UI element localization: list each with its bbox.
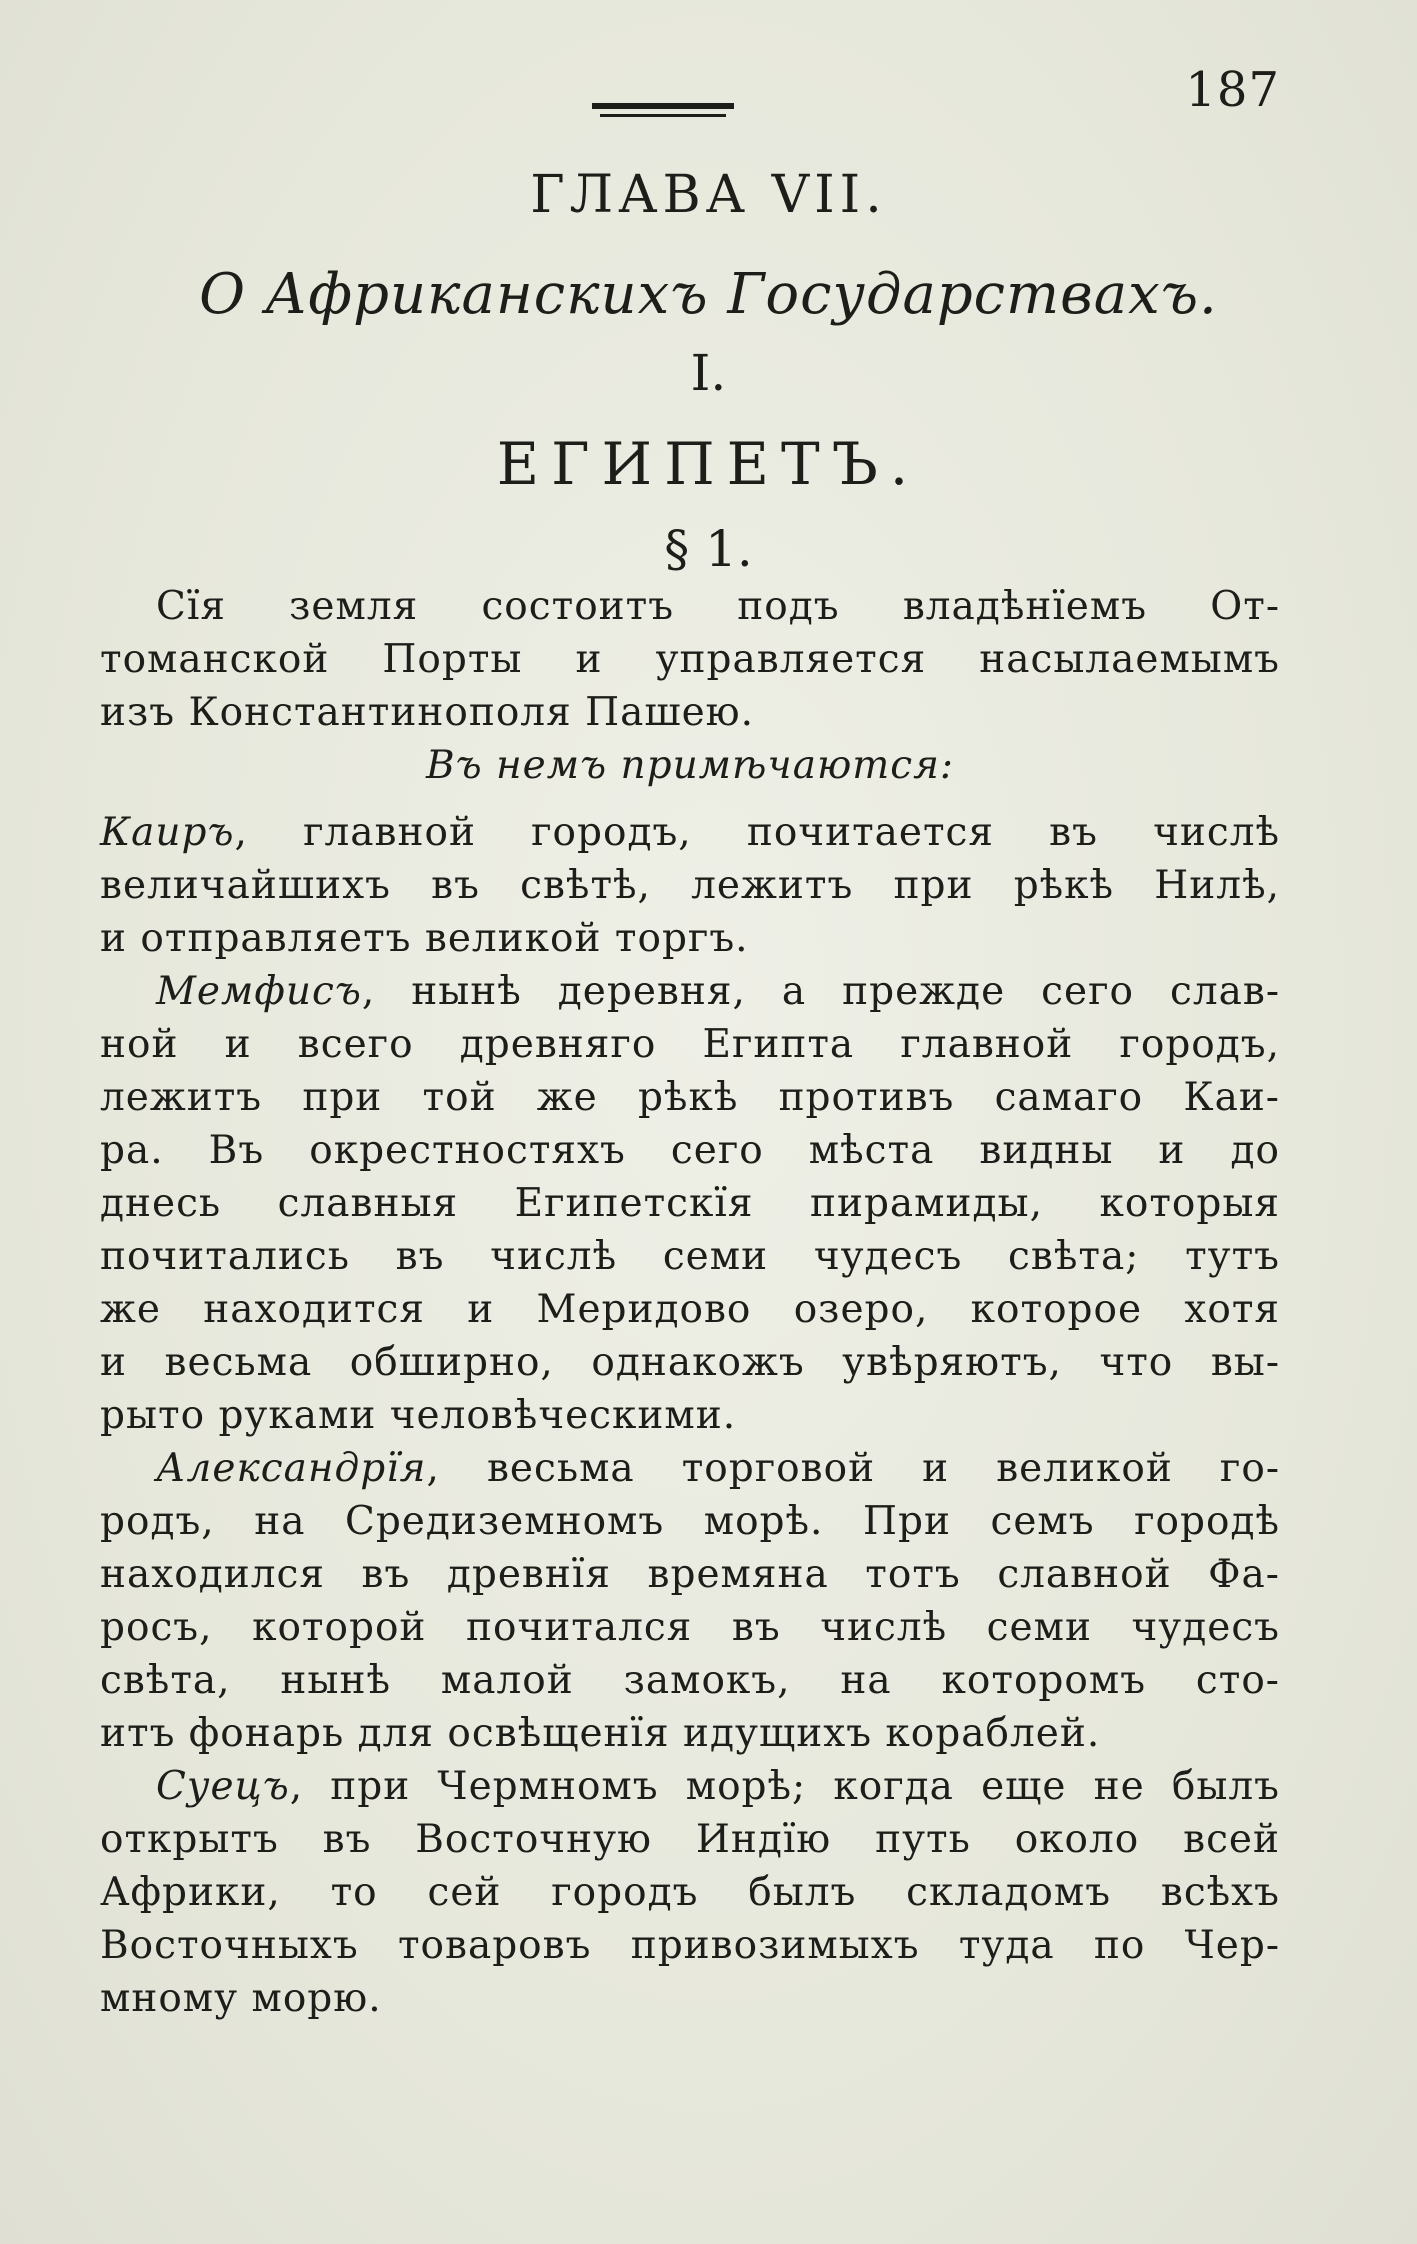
- text-line: [100, 1760, 1280, 1813]
- text-line: Сїя земля состоитъ подъ владѣнїемъ От-: [156, 584, 1280, 629]
- text-line: итъ фонарь для освѣщенїя идущихъ кораблей.: [100, 1711, 1101, 1756]
- chapter-title: О Африканскихъ Государствахъ.: [199, 262, 1218, 327]
- text-line: Африки, то сей городъ былъ складомъ всѣхъ: [100, 1870, 1280, 1915]
- chapter-heading: ГЛАВА VII.: [530, 165, 887, 225]
- text-line: открытъ въ Восточную Индїю путь около всей: [100, 1817, 1280, 1862]
- text-line: и отправляетъ великой торгъ.: [100, 916, 749, 961]
- suez-paragraph: [100, 1760, 1280, 2025]
- decorative-double-rule: [592, 103, 734, 119]
- text-fragment: , при Чермномъ морѣ; когда еще не былъ: [289, 1764, 1280, 1809]
- text-line: днесь славныя Египетскїя пирамиды, которыя: [100, 1181, 1280, 1226]
- body-text: [100, 580, 1280, 2025]
- text-line: изъ Константинополя Пашею.: [100, 690, 755, 735]
- text-line: росъ, которой почитался въ числѣ семи чудесъ: [100, 1605, 1280, 1650]
- page-number: 187: [1185, 62, 1280, 118]
- text-line: мному морю.: [100, 1976, 382, 2021]
- text-line: томанской Порты и управляется насылаемымъ: [100, 637, 1280, 682]
- place-name-alexandria: Александрїя: [156, 1446, 427, 1491]
- intro-paragraph: [100, 580, 1280, 792]
- paragraph-mark: § 1.: [664, 520, 753, 578]
- memphis-paragraph: [100, 965, 1280, 1442]
- text-line: лежитъ при той же рѣкѣ противъ самаго Каи-: [100, 1075, 1280, 1120]
- text-fragment: , весьма торговой и великой го-: [426, 1446, 1280, 1491]
- text-line: [100, 806, 1280, 859]
- text-line: почитались въ числѣ семи чудесъ свѣта; тутъ: [100, 1234, 1280, 1279]
- text-line: рыто руками человѣческими.: [100, 1393, 737, 1438]
- cairo-paragraph: [100, 806, 1280, 965]
- place-name-suez: Суецъ: [156, 1764, 290, 1809]
- alexandria-paragraph: [100, 1442, 1280, 1760]
- text-line: ра. Въ окрестностяхъ сего мѣста видны и до: [100, 1128, 1280, 1173]
- country-heading: ЕГИПЕТЪ.: [496, 430, 921, 498]
- text-line: родъ, на Средиземномъ морѣ. При семъ городѣ: [100, 1499, 1280, 1544]
- text-line: свѣта, нынѣ малой замокъ, на которомъ сто-: [100, 1658, 1280, 1703]
- text-fragment: , нынѣ деревня, а прежде сего слав-: [361, 969, 1280, 1014]
- place-name-cairo: Каиръ: [100, 810, 235, 855]
- place-name-memphis: Мемфисъ: [156, 969, 362, 1014]
- subheading: Въ немъ примѣчаются:: [425, 743, 955, 788]
- text-fragment: , главной городъ, почитается въ числѣ: [234, 810, 1280, 855]
- text-line: Восточныхъ товаровъ привозимыхъ туда по Чер-: [100, 1923, 1280, 1968]
- text-line: [100, 965, 1280, 1018]
- text-line: же находится и Меридово озеро, которое хотя: [100, 1287, 1280, 1332]
- text-line: [100, 1442, 1280, 1495]
- text-line: и весьма обширно, однакожъ увѣряютъ, что вы-: [100, 1340, 1280, 1385]
- text-line: находился въ древнїя времяна тотъ славной Фа-: [100, 1552, 1280, 1597]
- text-line: величайшихъ въ свѣтѣ, лежитъ при рѣкѣ Нилѣ,: [100, 863, 1280, 908]
- section-numeral: I.: [690, 344, 727, 402]
- text-line: ной и всего древняго Египта главной городъ,: [100, 1022, 1280, 1067]
